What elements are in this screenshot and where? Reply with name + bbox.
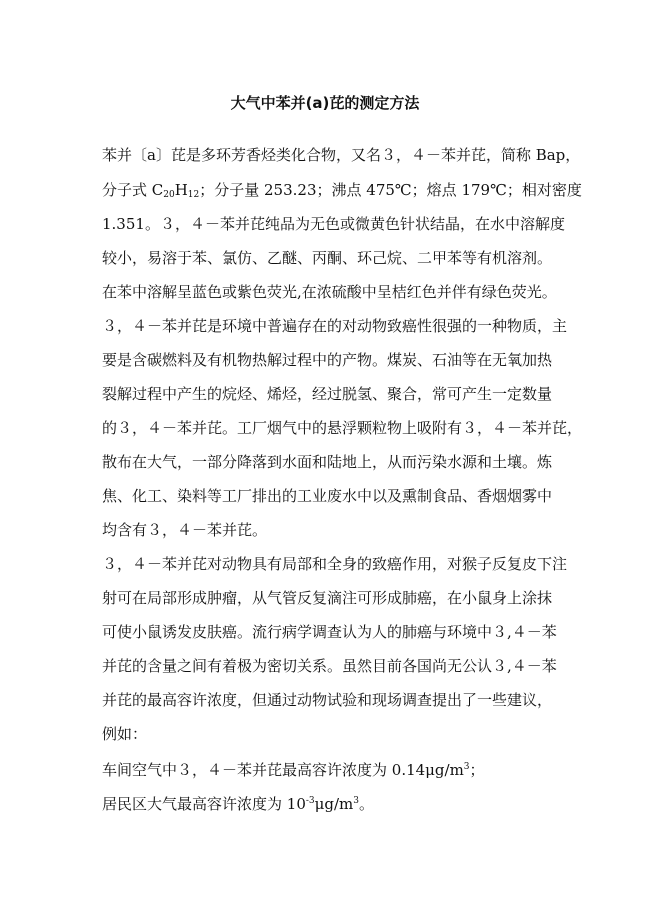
superscript-cubic: 3 [463,762,470,772]
subscript-carbon-count: 20 [163,190,175,200]
text-line: 散布在大气，一部分降落到水面和陆地上，从而污染水源和土壤。炼 [102,453,553,471]
text-line: 的３，４－苯并芘。工厂烟气中的悬浮颗粒物上吸附有３，４－苯并芘， [102,419,583,437]
text-line: 例如： [102,725,148,743]
text-line: 焦、化工、染料等工厂排出的工业废水中以及熏制食品、香烟烟雾中 [102,487,553,505]
workshop-limit-text: 车间空气中３，４－苯并芘最高容许浓度为 0.14μg/m [102,761,464,779]
formula-h: H [174,181,188,199]
text-line: 裂解过程中产生的烷烃、烯烃，经过脱氢、聚合，常可产生一定数量 [102,385,553,403]
text-line: ３，４－苯并芘对动物具有局部和全身的致癌作用，对猴子反复皮下注 [102,555,568,573]
text-line: 在苯中溶解呈蓝色或紫色荧光,在浓硫酸中呈桔红色并伴有绿色荧光。 [102,283,557,301]
properties-text: ；分子量 253.23；沸点 475℃；熔点 179℃；相对密度 [199,181,582,199]
text-line: ３，４－苯并芘是环境中普遍存在的对动物致癌性很强的一种物质，主 [102,317,568,335]
text-line: 苯并〔a〕芘是多环芳香烃类化合物，又名３，４－苯并芘，简称 Bap， [102,146,581,164]
residential-limit-end: 。 [359,795,375,813]
text-line: 并芘的最高容许浓度，但通过动物试验和现场调查提出了一些建议， [102,691,553,709]
text-line: 射可在局部形成肿瘤，从气管反复滴注可形成肺癌，在小鼠身上涂抹 [102,589,553,607]
text-line-workshop-limit [102,760,485,780]
text-line: 要是含碳燃料及有机物热解过程中的产物。煤炭、石油等在无氧加热 [102,351,553,369]
text-line: 并芘的含量之间有着极为密切关系。虽然目前各国尚无公认３,４－苯 [102,657,557,675]
document-title: 大气中苯并(a)芘的测定方法 [230,94,420,112]
residential-limit-unit: μg/m [314,795,354,813]
text-line-formula [102,180,582,200]
text-line: 1.351。３，４－苯并芘纯品为无色或微黄色针状结晶，在水中溶解度 [102,215,565,233]
text-line: 较小，易溶于苯、氯仿、乙醚、丙酮、环己烷、二甲苯等有机溶剂。 [102,249,553,267]
text-line: 可使小鼠诱发皮肤癌。流行病学调查认为人的肺癌与环境中３,４－苯 [102,623,557,641]
subscript-hydrogen-count: 12 [187,190,200,200]
formula-prefix: 分子式 C [102,181,164,199]
residential-limit-text: 居民区大气最高容许浓度为 10 [102,795,306,813]
text-line-residential-limit [102,794,374,814]
superscript-cubic: 3 [353,796,360,806]
superscript-exponent: -3 [305,796,315,806]
workshop-limit-end: ； [469,761,485,779]
text-line: 均含有３，４－苯并芘。 [102,521,268,539]
